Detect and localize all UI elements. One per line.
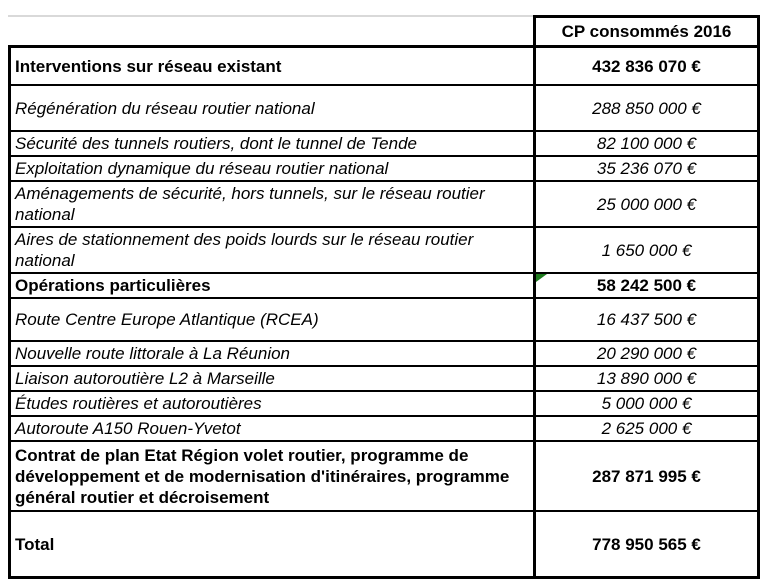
table-row [11, 340, 757, 365]
table-row [11, 365, 757, 390]
row-label: Exploitation dynamique du réseau routier national [15, 159, 389, 178]
row-label: Études routières et autoroutières [15, 394, 262, 413]
value-column-header: CP consommés 2016 [533, 15, 760, 45]
row-label: Autoroute A150 Rouen-Yvetot [15, 419, 241, 438]
row-value: 778 950 565 € [533, 512, 757, 576]
budget-table [8, 15, 760, 579]
row-value [533, 274, 757, 297]
table-row [11, 226, 757, 272]
table-row [11, 297, 757, 340]
row-value: 25 000 000 € [533, 182, 757, 226]
row-label: Interventions sur réseau existant [15, 56, 282, 76]
table-row [11, 130, 757, 155]
table-row [11, 440, 757, 510]
row-label: Régénération du réseau routier national [15, 98, 315, 118]
row-label: Route Centre Europe Atlantique (RCEA) [15, 310, 319, 329]
row-label: Nouvelle route littorale à La Réunion [15, 344, 291, 363]
table-row [11, 48, 757, 84]
row-label: Contrat de plan Etat Région volet routier, programme de développement et de modernisation d'itinéraires, programme général routier et décroisement [15, 445, 510, 507]
row-value: 287 871 995 € [533, 442, 757, 510]
row-label: Liaison autoroutière L2 à Marseille [15, 369, 275, 388]
row-label: Sécurité des tunnels routiers, dont le tunnel de Tende [15, 134, 417, 153]
table-row [11, 510, 757, 576]
row-label: Aires de stationnement des poids lourds sur le réseau routier national [15, 230, 474, 270]
table-row [11, 84, 757, 130]
row-value: 82 100 000 € [533, 132, 757, 155]
table-row [11, 390, 757, 415]
row-value: 16 437 500 € [533, 299, 757, 340]
row-value: 5 000 000 € [533, 392, 757, 415]
header-empty-cell [8, 15, 533, 45]
row-value: 13 890 000 € [533, 367, 757, 390]
row-label: Opérations particulières [15, 276, 211, 295]
row-value: 35 236 070 € [533, 157, 757, 180]
table-row [11, 415, 757, 440]
table-body [8, 45, 760, 579]
row-value: 2 625 000 € [533, 417, 757, 440]
row-value-text: 58 242 500 € [596, 276, 697, 295]
row-value: 288 850 000 € [533, 86, 757, 130]
row-label: Aménagements de sécurité, hors tunnels, sur le réseau routier national [15, 184, 485, 224]
row-value: 1 650 000 € [533, 228, 757, 272]
table-row [11, 180, 757, 226]
row-value: 20 290 000 € [533, 342, 757, 365]
table-row [11, 272, 757, 297]
row-label: Total [15, 534, 55, 554]
table-header-row [8, 15, 760, 45]
row-value: 432 836 070 € [533, 48, 757, 84]
table-row [11, 155, 757, 180]
